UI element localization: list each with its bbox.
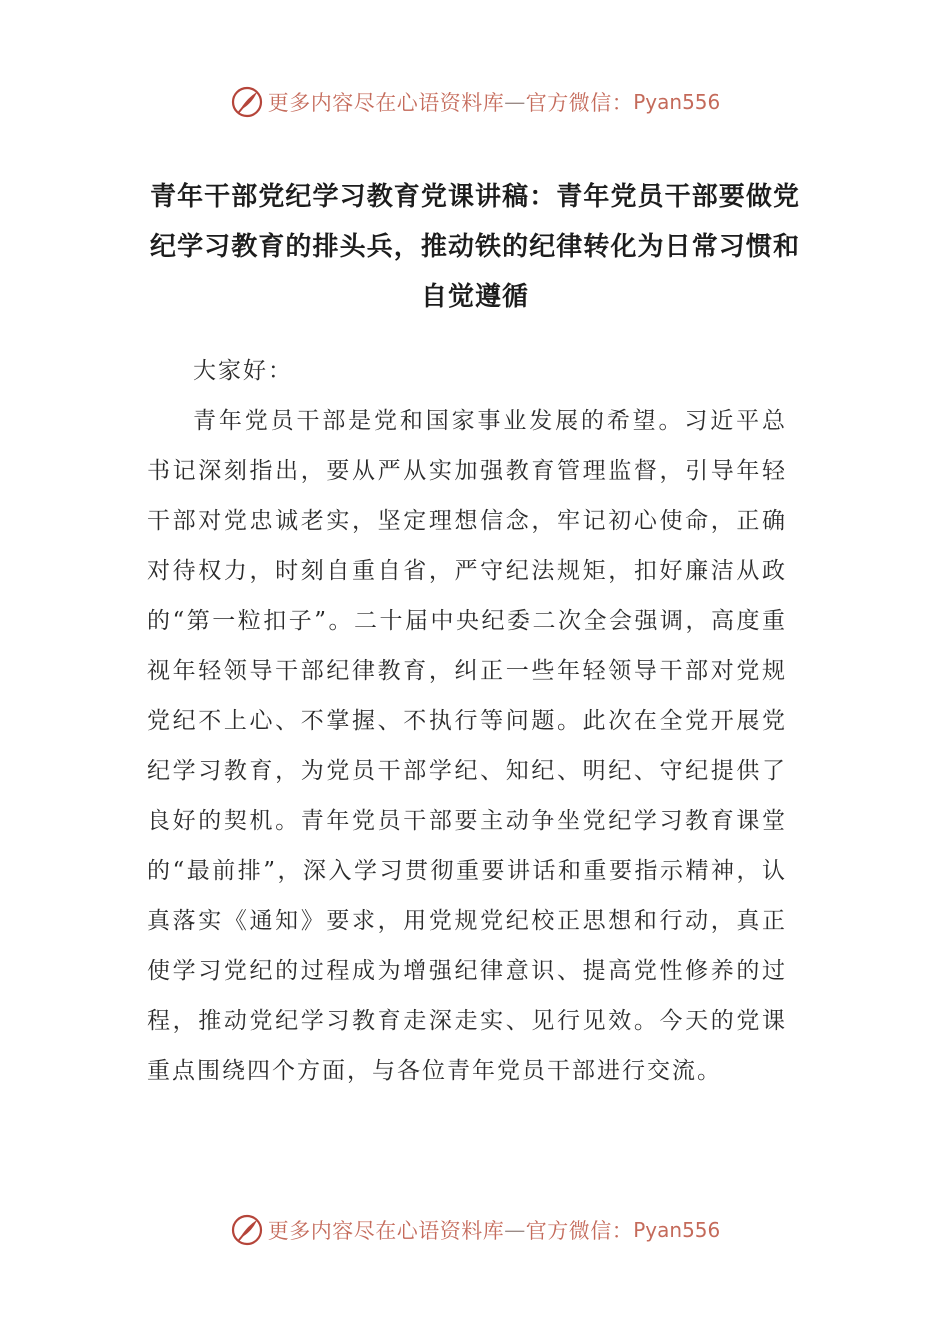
document-title: 青年干部党纪学习教育党课讲稿：青年党员干部要做党纪学习教育的排头兵，推动铁的纪律转化为日常习惯和自觉遵循 — [150, 182, 800, 312]
watermark-wechat-id: Pyan556 — [633, 90, 721, 114]
greeting-paragraph: 大家好： — [193, 358, 293, 384]
document-body — [147, 346, 787, 1096]
watermark-text: 更多内容尽在心语资料库 — [267, 1219, 505, 1243]
watermark-banner-bottom — [0, 1210, 950, 1250]
body-paragraph: 青年党员干部是党和国家事业发展的希望。习近平总书记深刻指出，要从严从实加强教育管理监督，引导年轻干部对党忠诚老实，坚定理想信念，牢记初心使命，正确对待权力，时刻自重自省，严守纪法规矩，扣好廉洁从政的“第一粒扣子”。二十届中央纪委二次全会强调，高度重视年轻领导干部纪律教育，纠正一些年轻领导干部对党规党纪不上心、不掌握、不执行等问题。此次在全党开展党纪学习教育，为党员干部学纪、知纪、明纪、守纪提供了良好的契机。青年党员干部要主动争坐党纪学习教育课堂的“最前排”，深入学习贯彻重要讲话和重要指示精神，认真落实《通知》要求，用党规党纪校正思想和行动，真正使学习党纪的过程成为增强纪律意识、提高党性修养的过程，推动党纪学习教育走深走实、见行见效。今天的党课重点围绕四个方面，与各位青年党员干部进行交流。 — [147, 408, 787, 1084]
watermark-banner-top — [0, 82, 950, 122]
watermark-wechat-id: Pyan556 — [633, 1218, 721, 1242]
quill-pen-icon — [230, 1213, 264, 1247]
watermark-wechat-label: 官方微信： — [525, 91, 634, 115]
watermark-wechat-label: 官方微信： — [525, 1219, 634, 1243]
watermark-text: 更多内容尽在心语资料库 — [267, 91, 505, 115]
quill-pen-icon — [230, 85, 264, 119]
watermark-separator: — — [504, 1218, 526, 1242]
watermark-separator: — — [504, 90, 526, 114]
